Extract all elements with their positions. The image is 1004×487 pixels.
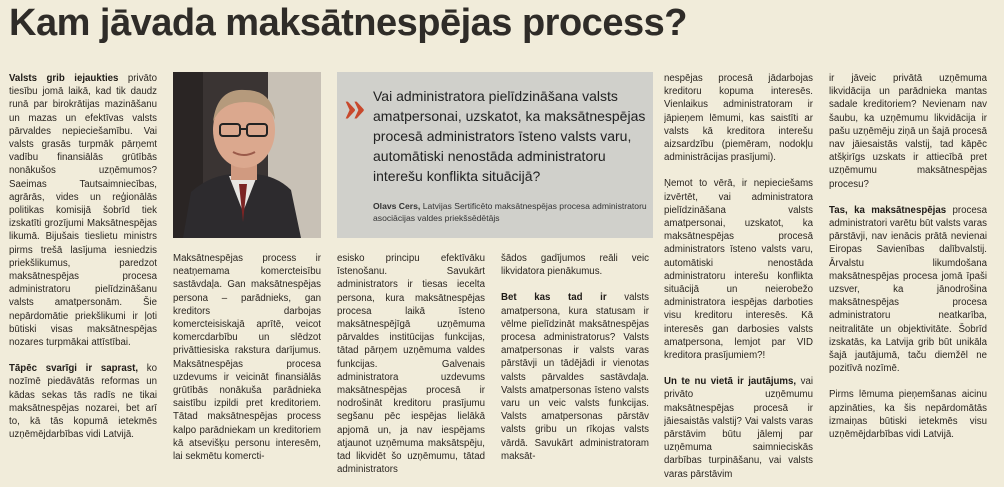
quote-author [373, 200, 647, 224]
paragraph: ir jāveic privātā uzņēmuma likvidācija un parādnieka mantas sadale kreditoriem? Nevienam nav šaubu, ka uzņēmumu likvidācija ir pašu uzņēmēju ziņā un šajā procesā nav jāiesaistās valstij, tad kāpēc atšķirīgs uzskats ir attiecībā pret uzņēmumu maksātnespējas procesu? [829, 73, 987, 190]
author-role: Latvijas Sertificēto maksātnespējas procesa administratoru asociācijas valdes priekšsēdētājs [373, 201, 647, 223]
body-text: procesa administratori varētu būt valsts varas pārstāvji, nav ienācis prātā nevienai Eiropas Savienības dalībvalstij. Ārvalstu likumdošana maksātnespējas procesa jomā īpaši uzsver, ka jānodrošina maksātnespējas procesa administratoru neatkarība, neitralitāte un objektivitāte. Šobrīd izskatās, ka Latvija grib būt unikāla šajā jautājumā, taču diemžēl ne pozitīvā nozīmē. [829, 204, 987, 375]
lead-in: Bet kas tad ir [501, 292, 607, 304]
paragraph [829, 204, 987, 376]
body-text: valsts amatpersona, kura statusam ir vēlme pielīdzināt maksātnespējas procesa administratorus? Valsts amatpersonas ir valsts varas pārstāvji un tādējādi ir vienotas valsts pārvaldes sastāvdaļa. Valsts amatpersonas īsteno valsts varu un veic valsts funkcijas. Valsts amatpersonas pārstāv valsts gribu un rīkojas valsts vārdā. Savukārt administratoram maksāt- [501, 292, 649, 462]
pull-quote [337, 72, 653, 238]
author-name: Olavs Cers, [373, 201, 421, 211]
body-text: ko nozīmē piedāvātās reformas un kādas sekas tās radīs ne tikai maksātnespējas nozarei, bet arī to, kā tās kopumā ietekmēs uzņēmējdarbības vidi Latvijā. [9, 363, 157, 441]
paragraph: šādos gadījumos reāli veic likvidatora pienākumus. [501, 253, 649, 278]
author-portrait-photo [173, 72, 321, 238]
body-text: vai privāto uzņēmumu maksātnespējas procesā ir jāiesaistās valstij? Vai valsts varas pārstāvim būtu jālemj par uzņēmuma saimnieciskās darbības turpināšanu, vai valsts varas pārstāvim [664, 376, 813, 480]
paragraph [501, 291, 649, 463]
lead-in: Tāpēc svarīgi ir saprast, [9, 363, 139, 375]
paragraph: esisko principu efektīvāku īstenošanu. Savukārt administrators ir tiesas iecelta persona, kura maksātnespējas procesa laikā īsteno maksātnespējīgā uzņēmuma pārvaldes institūcijas funkcijas, tātad pārņem uzņēmuma valdes funkcijas. Galvenais administratora uzdevums maksātnespējas procesā ir nodrošināt kreditoru prasījumu segšanu pēc iespējas lielākā apjomā un, ja nav iespējams atjaunot uzņēmuma maksātspēju, tad likvidēt šo uzņēmumu, tātad administrators [337, 253, 485, 476]
paragraph: Ņemot to vērā, ir nepieciešams izvērtēt, vai administratora pielīdzināšana valsts amatpersonai, uzskatot, ka maksātnespējas procesā administrators īsteno valsts varu, automātiski nenostāda administratoru interešu konflikta situācijā un neierobežo administratora iespējas darboties visu kreditoru interesēs. Kā interesēs gan darbosies valsts amatpersona, lemjot par VID kreditora prasījumiem?! [664, 178, 813, 362]
article-column-6 [829, 72, 987, 482]
quote-mark-icon: » [344, 81, 366, 130]
portrait-photo-icon [173, 72, 321, 238]
article-column-2 [173, 252, 321, 484]
lead-in: Tas, ka maksātnespējas [829, 204, 947, 216]
article-column-5 [664, 72, 813, 482]
article-column-4 [501, 252, 649, 484]
article-column-3 [337, 252, 485, 484]
paragraph: Pirms lēmuma pieņemšanas aicinu apzināties, ka šis nepārdomātās izmaiņas būtiski ietekmēs visu uzņēmējdarbības vidi Latvijā. [829, 389, 987, 441]
article-column-1 [9, 72, 157, 482]
lead-in: Un te nu vietā ir jautājums, [664, 376, 797, 388]
headline: Kam jāvada maksātnespējas process? [9, 2, 687, 44]
paragraph: nespējas procesā jādarbojas kreditoru kopuma interesēs. Vienlaikus administratoram ir jāpieņem lēmumi, kas saistīti ar valsts kā kreditora interešu aizsardzību (piemēram, nodokļu administrācijas prasījumi). [664, 73, 813, 164]
paragraph [664, 375, 813, 481]
body-text: privāto tiesību jomā laikā, kad tik daudz runā par birokrātijas mazināšanu un mazas un efektīvas valsts pārvaldes nepieciešamību. Vai valsts grasās turpmāk pārņemt vadību finansiālās grūtībās nonākušos uzņēmumos? Saeimas Tautsaimniecības, agrārās, vides un reģionālās politikas komisijā šobrīd tiek izskatīti grozījumi Maksātnespējas likumā. Bijušais tieslietu ministrs pirms trešā lasījuma iesniedzis priekšlikumus, paredzot maksātnespējas procesa administratoru pielīdzināšanu valsts amatpersonām. Šie nepārdomātie priekšlikumi ir ļoti būtiski visas maksātnespējas nozares turpmākai attīstībai. [9, 73, 157, 349]
paragraph: Maksātnespējas process ir neatņemama komercteisību sastāvdaļa. Gan maksātnespējas persona – parādnieks, gan kreditors darbojas komercteisiskajā aprītē, veicot komercdarbību un slēdzot privāttiesiska rakstura darījumus. Maksātnespējas procesa uzdevums ir veicināt finansiālās grūtībās nonākuša parādnieka saistību izpildi pret kreditoriem. Tātad maksātnespējas process kalpo parādniekam un kreditoriem kā atsevišķu personu interesēm, lai sekmētu komercti- [173, 253, 321, 463]
paragraph [9, 72, 157, 349]
paragraph [9, 362, 157, 441]
lead-in: Valsts grib iejaukties [9, 73, 119, 84]
pull-quote-text: Vai administratora pielīdzināšana valsts amatpersonai, uzskatot, ka maksātnespējas procesā administrators īsteno valsts varu, automātiski nenostāda administratoru interešu konflikta situācijā? [373, 88, 646, 184]
